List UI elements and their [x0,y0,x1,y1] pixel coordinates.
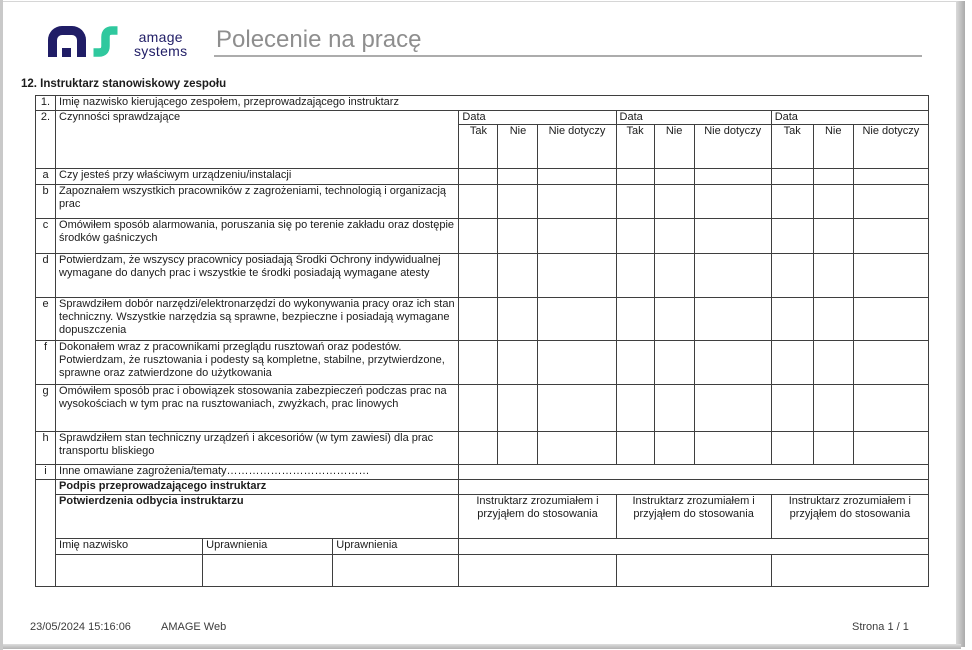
title-underline [214,55,922,57]
logo-dot-icon [62,48,71,57]
check-row-e [36,298,929,341]
check-row-d [36,254,929,298]
names-header-permissions-2: Uprawnienia [333,539,459,555]
check-row-b [36,185,929,219]
row-letter: g [36,385,56,432]
logo-wordmark [134,30,187,58]
logo-word-systems: systems [134,43,188,59]
check-text: Inne omawiane zagrożenia/tematy………………………………… [56,465,459,480]
permissions-cell [203,555,333,587]
answer-cell [654,385,694,432]
confirmation-cell-3: Instruktarz zrozumiałem i przyjąłem do stosowania [771,495,928,539]
answer-cell [694,341,771,385]
answer-cell [771,254,813,298]
answer-cell [498,185,538,219]
answer-cell [459,432,498,465]
answer-cell [853,185,928,219]
confirmation-empty-cell [771,555,928,587]
check-text: Zapoznałem wszystkich pracowników z zagrożeniami, technologią i organizacją prac [56,185,459,219]
row-number: 1. [36,96,56,111]
row-number: 2. [36,111,56,169]
answer-cell [813,298,853,341]
check-row-g [36,385,929,432]
check-text: Dokonałem wraz z pracownikami przeglądu rusztowań oraz podestów. Potwierdzam, że rusztowania i podesty są kompletne, stabilne, przytwierdzone, sprawne oraz zatwierdzone do użytkowania [56,341,459,385]
page-title: Polecenie na pracę [216,26,422,53]
row-names-header [36,539,929,555]
data-header-3: Data [771,111,928,125]
row-signature [36,480,929,495]
data-header-1: Data [459,111,616,125]
check-text: Omówiłem sposób prac i obowiązek stosowania zabezpieczeń podczas prac na wysokościach w tym prac na rusztowaniach, zwyżkach, prac linowych [56,385,459,432]
answer-cell [538,185,616,219]
answer-cell [813,185,853,219]
row-letter: a [36,169,56,185]
check-text: Sprawdziłem stan techniczny urządzeń i akcesoriów (w tym zawiesi) dla prac transportu bliskiego [56,432,459,465]
answer-cell [616,254,654,298]
header-nie-1: Nie [498,125,538,169]
header-nie-2: Nie [654,125,694,169]
check-row-h [36,432,929,465]
footer-page-number: Strona 1 / 1 [852,621,909,633]
answer-cell [813,432,853,465]
answer-cell [771,432,813,465]
row-header-data [36,111,929,125]
check-row-i [36,465,929,480]
answer-cell [694,385,771,432]
answer-cell [538,169,616,185]
answer-cell [498,254,538,298]
confirmation-empty-cell [459,555,616,587]
header-tak-3: Tak [771,125,813,169]
answer-cell [538,432,616,465]
answer-cell [459,219,498,254]
answer-cell [654,298,694,341]
answer-cell [459,254,498,298]
names-header-permissions-1: Uprawnienia [203,539,333,555]
amage-logo [48,26,187,58]
answer-cell [853,341,928,385]
row-letter: f [36,341,56,385]
answer-cell [538,254,616,298]
answer-span-cell [459,465,929,480]
confirmation-cell-1: Instruktarz zrozumiałem i przyjąłem do stosowania [459,495,616,539]
confirmation-cell-2: Instruktarz zrozumiałem i przyjąłem do stosowania [616,495,771,539]
answer-cell [459,298,498,341]
row-number-empty [36,480,56,587]
answer-cell [771,185,813,219]
footer-app-name: AMAGE Web [161,621,227,633]
answer-cell [654,341,694,385]
answer-cell [459,341,498,385]
row-letter: b [36,185,56,219]
check-text: Czy jesteś przy właściwym urządzeniu/instalacji [56,169,459,185]
row-letter: h [36,432,56,465]
answer-cell [771,341,813,385]
permissions-cell [333,555,459,587]
row-letter: i [36,465,56,480]
answer-cell [813,219,853,254]
answer-cell [813,169,853,185]
header-nie-3: Nie [813,125,853,169]
answer-cell [616,169,654,185]
data-header-2: Data [616,111,771,125]
answer-cell [813,341,853,385]
answer-cell [498,432,538,465]
answer-cell [459,169,498,185]
logo-word-amage: amage [138,29,183,45]
answer-cell [498,298,538,341]
frame-edge-bottom [3,644,961,649]
header-tak-1: Tak [459,125,498,169]
answer-cell [853,432,928,465]
frame-edge-left [0,0,3,650]
header-tak-2: Tak [616,125,654,169]
answer-cell [654,169,694,185]
answer-cell [616,385,654,432]
header-nie-dotyczy-3: Nie dotyczy [853,125,928,169]
leader-name-label: Imię nazwisko kierującego zespołem, przeprowadzającego instruktarz [56,96,929,111]
row-letter: c [36,219,56,254]
answer-cell [654,219,694,254]
row-letter: d [36,254,56,298]
answer-cell [538,341,616,385]
answer-cell [771,385,813,432]
confirmation-label: Potwierdzenia odbycia instruktarzu [56,495,459,539]
answer-cell [538,298,616,341]
header-nie-dotyczy-2: Nie dotyczy [694,125,771,169]
checks-label: Czynności sprawdzające [56,111,459,169]
answer-cell [616,185,654,219]
answer-cell [771,169,813,185]
signature-label: Podpis przeprowadzającego instruktarz [56,480,459,495]
answer-cell [616,298,654,341]
frame-edge-right [956,1,965,647]
answer-cell [694,432,771,465]
answer-cell [813,385,853,432]
answer-cell [694,298,771,341]
answer-cell [771,219,813,254]
answer-cell [813,254,853,298]
check-row-f [36,341,929,385]
check-text: Potwierdzam, że wszyscy pracownicy posiadają Środki Ochrony indywidualnej wymagane do danych prac i wszystkie te środki posiadają wymagane atesty [56,254,459,298]
check-text: Sprawdziłem dobór narzędzi/elektronarzędzi do wykonywania pracy oraz ich stan techniczny. Wszystkie narzędzia są sprawne, bezpieczne i posiadają wymagane dopuszczenia [56,298,459,341]
answer-cell [654,185,694,219]
logo-arch-icon [48,26,86,57]
answer-cell [498,341,538,385]
answer-cell [616,341,654,385]
answer-cell [616,219,654,254]
answer-cell [654,432,694,465]
answer-cell [498,385,538,432]
answer-cell [616,432,654,465]
row-names-empty [36,555,929,587]
answer-cell [459,385,498,432]
answer-cell [853,169,928,185]
answer-cell [538,219,616,254]
answer-cell [853,254,928,298]
instruction-form-table [35,95,929,587]
signature-span-cell [459,480,929,495]
logo-s-icon [92,26,119,57]
answer-cell [459,185,498,219]
header-nie-dotyczy-1: Nie dotyczy [538,125,616,169]
confirmation-empty-cell [616,555,771,587]
answer-cell [853,298,928,341]
answer-cell [694,219,771,254]
answer-cell [694,185,771,219]
names-header-name: Imię nazwisko [56,539,203,555]
answer-cell [771,298,813,341]
row-letter: e [36,298,56,341]
row-leader-name [36,96,929,111]
row-confirmation [36,495,929,539]
answer-cell [853,219,928,254]
answer-cell [694,254,771,298]
check-row-c [36,219,929,254]
frame-edge-top [3,1,957,2]
answer-cell [538,385,616,432]
answer-cell [853,385,928,432]
answer-cell [498,169,538,185]
answer-cell [498,219,538,254]
footer-datetime: 23/05/2024 15:16:06 [30,621,131,633]
answer-cell [694,169,771,185]
check-text: Omówiłem sposób alarmowania, poruszania się po terenie zakładu oraz dostępie środków gaśniczych [56,219,459,254]
section-heading: 12. Instruktarz stanowiskowy zespołu [21,78,227,90]
name-cell [56,555,203,587]
names-header-span-cell [459,539,929,555]
footer-left [30,621,226,633]
check-row-a [36,169,929,185]
answer-cell [654,254,694,298]
